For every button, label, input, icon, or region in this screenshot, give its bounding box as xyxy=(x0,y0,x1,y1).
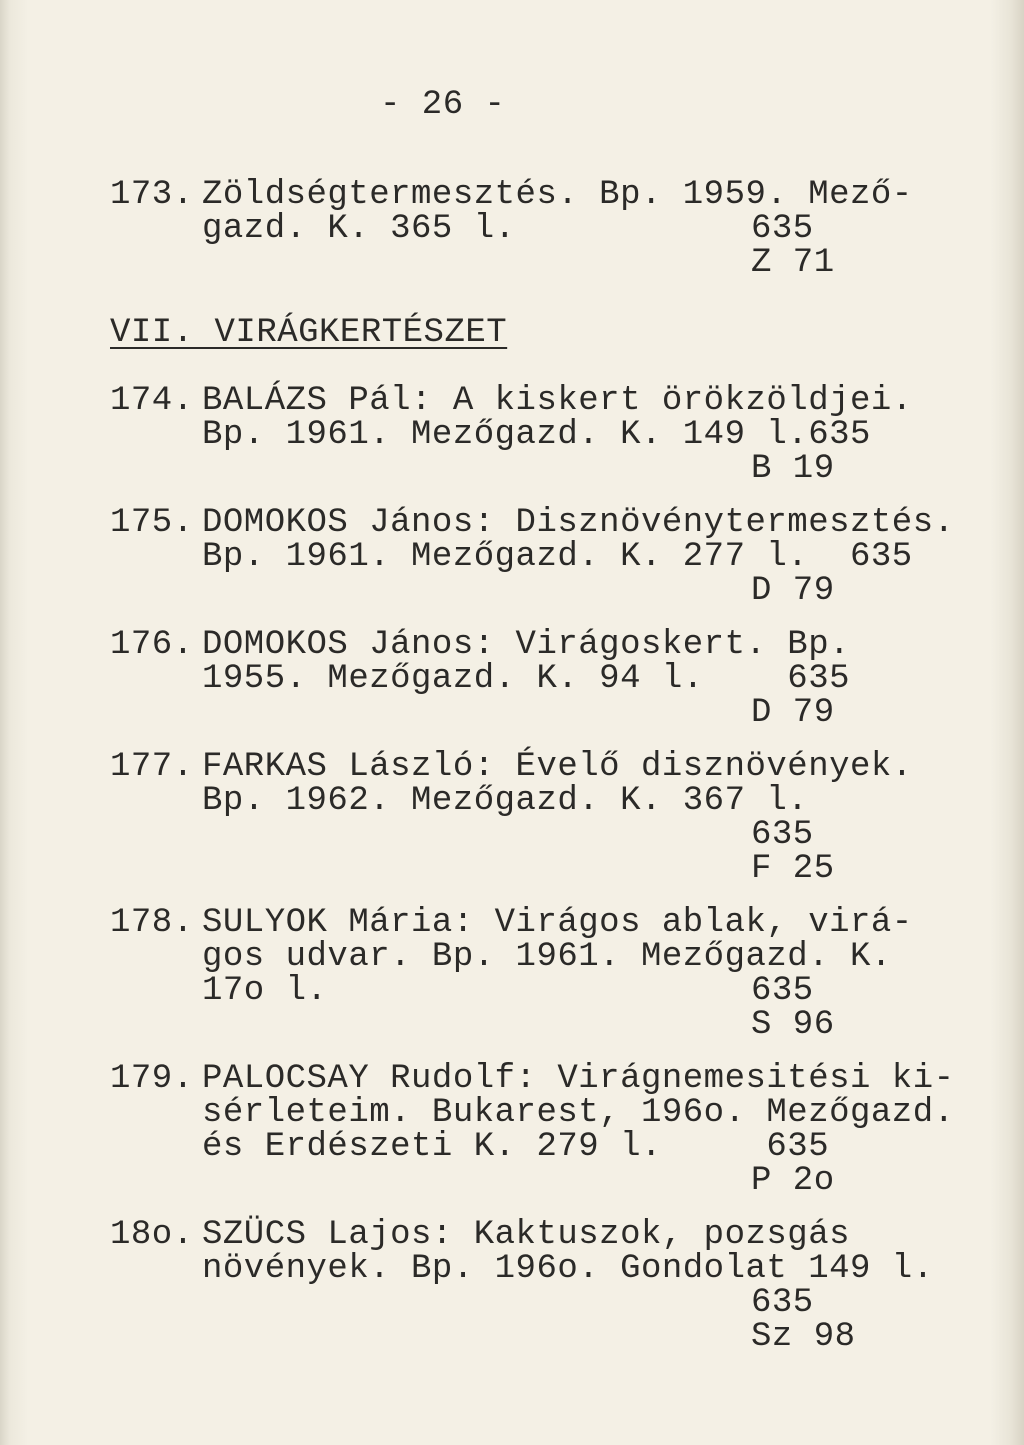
entry-number: 18o. xyxy=(110,1216,194,1254)
call-letter: B 19 xyxy=(751,450,835,488)
entry-line: Bp. 1961. Mezőgazd. K. 149 l.635 xyxy=(202,416,871,454)
entry-line: Bp. 1962. Mezőgazd. K. 367 l. xyxy=(202,782,809,820)
entry-line: SZÜCS Lajos: Kaktuszok, pozsgás xyxy=(202,1216,851,1254)
entry-line: és Erdészeti K. 279 l. 635 xyxy=(202,1128,830,1166)
section-heading: VII. VIRÁGKERTÉSZET xyxy=(110,314,508,352)
entry-number: 179. xyxy=(110,1060,194,1098)
entry-line: növények. Bp. 196o. Gondolat 149 l. xyxy=(202,1250,934,1288)
entry-number: 174. xyxy=(110,382,194,420)
entry-line: gos udvar. Bp. 1961. Mezőgazd. K. xyxy=(202,938,892,976)
entry-line: BALÁZS Pál: A kiskert örökzöldjei. xyxy=(202,382,913,420)
entry-line: sérleteim. Bukarest, 196o. Mezőgazd. xyxy=(202,1094,955,1132)
entry-line: SULYOK Mária: Virágos ablak, virá- xyxy=(202,904,913,942)
entry-line: Zöldségtermesztés. Bp. 1959. Mező- xyxy=(202,176,913,214)
call-letter: P 2o xyxy=(751,1162,835,1200)
call-number: 635 xyxy=(751,972,814,1010)
call-letter: Z 71 xyxy=(751,244,835,282)
call-number: 635 xyxy=(751,1284,814,1322)
call-letter: D 79 xyxy=(751,572,835,610)
entry-number: 177. xyxy=(110,748,194,786)
call-number: 635 xyxy=(751,210,814,248)
entry-number: 173. xyxy=(110,176,194,214)
entry-line: FARKAS László: Évelő disznövények. xyxy=(202,748,913,786)
call-letter: Sz 98 xyxy=(751,1318,856,1356)
call-letter: S 96 xyxy=(751,1006,835,1044)
entry-line: 17o l. xyxy=(202,972,328,1010)
call-letter: F 25 xyxy=(751,850,835,888)
entry-number: 176. xyxy=(110,626,194,664)
entry-number: 175. xyxy=(110,504,194,542)
entry-line: Bp. 1961. Mezőgazd. K. 277 l. 635 xyxy=(202,538,913,576)
entry-line: 1955. Mezőgazd. K. 94 l. 635 xyxy=(202,660,851,698)
entry-line: DOMOKOS János: Virágoskert. Bp. xyxy=(202,626,851,664)
call-number: 635 xyxy=(751,816,814,854)
entry-line: DOMOKOS János: Disznövénytermesztés. xyxy=(202,504,955,542)
entry-line: gazd. K. 365 l. xyxy=(202,210,516,248)
entry-number: 178. xyxy=(110,904,194,942)
entry-line: PALOCSAY Rudolf: Virágnemesitési ki- xyxy=(202,1060,955,1098)
call-letter: D 79 xyxy=(751,694,835,732)
page-number: - 26 - xyxy=(380,86,506,124)
